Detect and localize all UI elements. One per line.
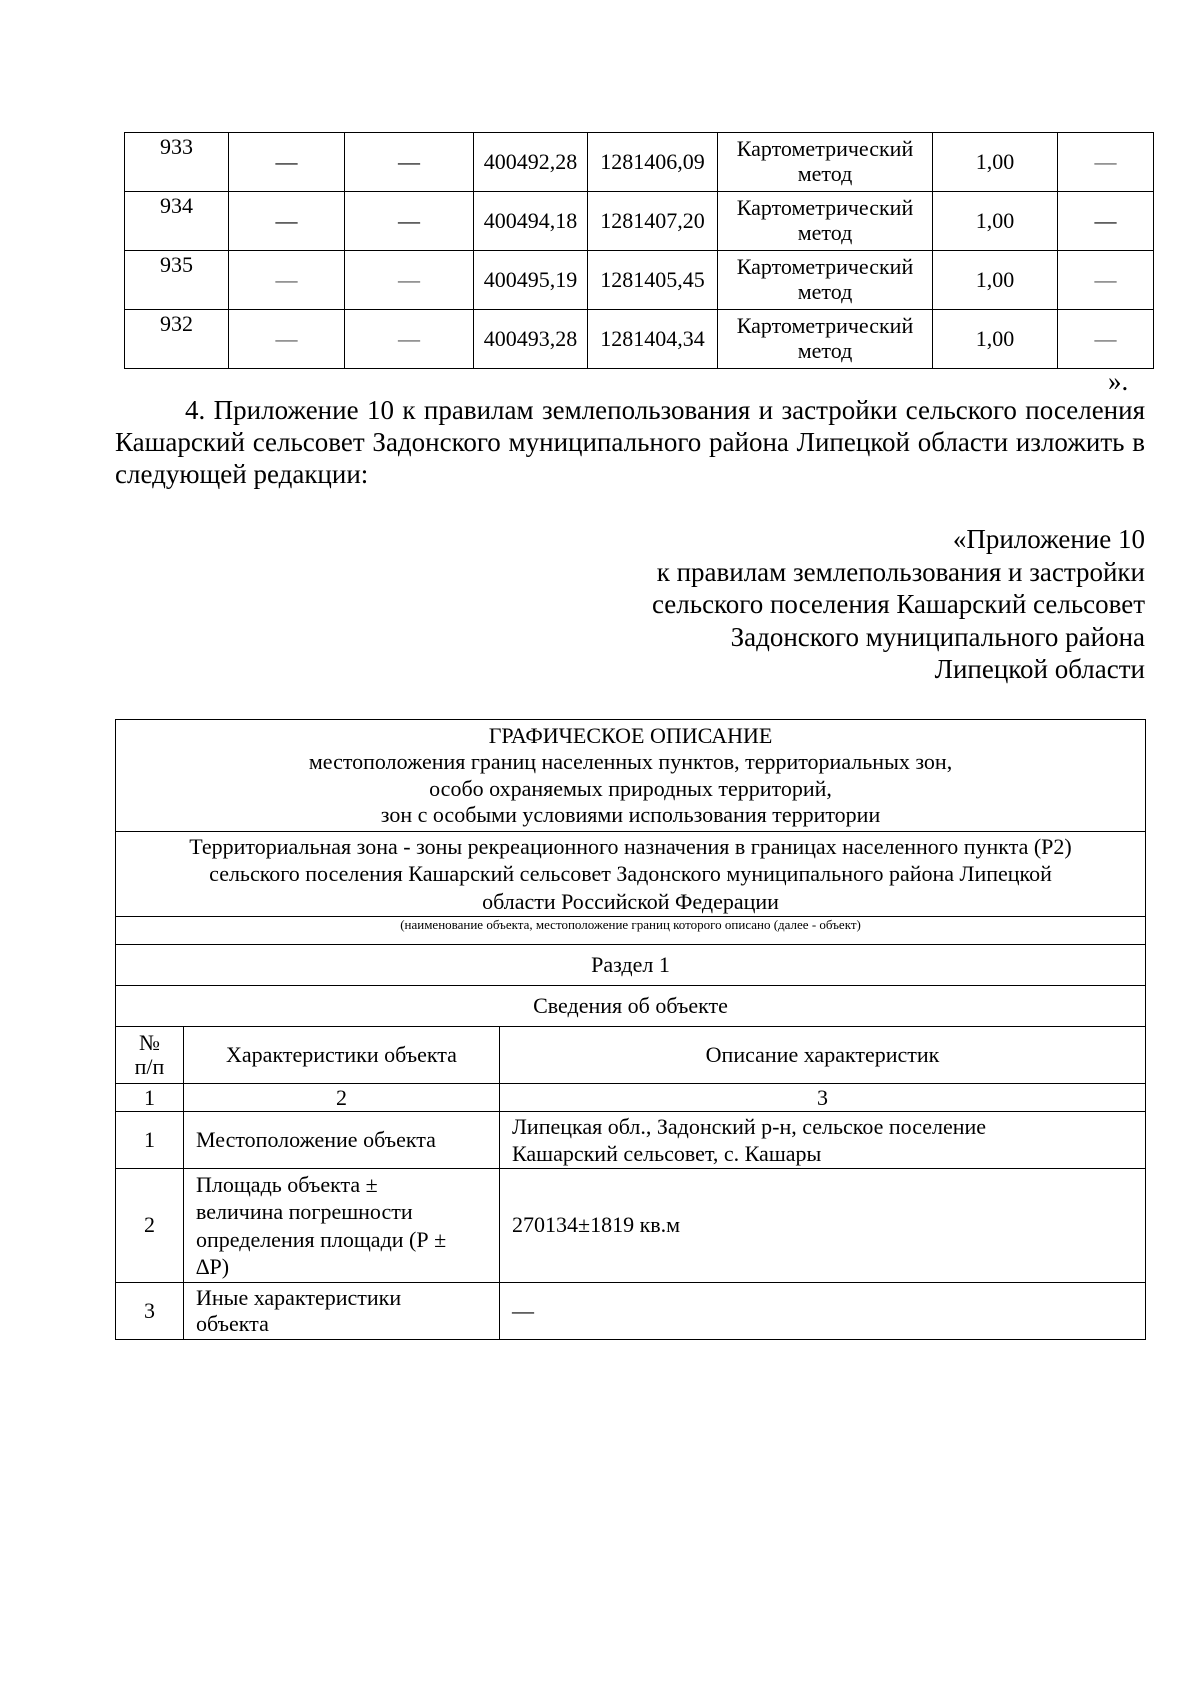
table-row: [125, 192, 1154, 251]
coord-y: 1281405,45: [588, 251, 718, 310]
empty-dash: —: [345, 310, 474, 369]
empty-dash: —: [345, 133, 474, 192]
annex-line: Липецкой области: [934, 654, 1145, 684]
empty-dash: —: [229, 310, 345, 369]
section-row: [116, 945, 1146, 986]
section-title: Сведения об объекте: [116, 986, 1146, 1027]
method: Картометрический метод: [718, 251, 933, 310]
col-number: 3: [500, 1084, 1146, 1112]
table-subtitle: зон с особыми условиями использования территории: [380, 801, 881, 827]
annex-line: Задонского муниципального района: [730, 621, 1145, 652]
col-number: 1: [116, 1084, 184, 1112]
row-name: объекта: [196, 1311, 269, 1336]
row-name: величина погрешности: [196, 1199, 413, 1224]
table-subtitle: местоположения границ населенных пунктов, территориальных зон,: [308, 749, 953, 775]
table-row: [125, 251, 1154, 310]
amendment-paragraph: 4. Приложение 10 к правилам землепользования и застройки сельского поселения Кашарский сельсовет Задонского муниципального района Липецкой области изложить в следующей редакции:: [115, 395, 1145, 489]
header-characteristics: Характеристики объекта: [184, 1027, 500, 1084]
annex-line: «Приложение 10: [952, 524, 1145, 554]
precision: 1,00: [933, 192, 1058, 251]
zone-row: [116, 832, 1146, 917]
table-row: [116, 1169, 1146, 1283]
coordinates-table: [124, 132, 1154, 369]
object-note-row: [116, 917, 1146, 945]
table-row: [116, 1283, 1146, 1340]
coord-x: 400493,28: [474, 310, 588, 369]
point-number: 932: [125, 310, 229, 369]
row-value: 270134±1819 кв.м: [500, 1169, 1146, 1283]
coord-x: 400492,28: [474, 133, 588, 192]
row-number: 2: [116, 1169, 184, 1283]
method: Картометрический метод: [718, 310, 933, 369]
row-name: Иные характеристики: [196, 1284, 402, 1310]
empty-dash: —: [229, 251, 345, 310]
header-row: [116, 1027, 1146, 1084]
closing-quote: ».: [1108, 366, 1129, 396]
row-value: Липецкая обл., Задонский р-н, сельское поселение: [512, 1113, 987, 1139]
table-subtitle: особо охраняемых природных территорий,: [429, 775, 832, 801]
empty-dash: —: [345, 192, 474, 251]
coord-y: 1281406,09: [588, 133, 718, 192]
note-dash: —: [1058, 133, 1154, 192]
point-number: 934: [125, 192, 229, 251]
method: Картометрический метод: [718, 192, 933, 251]
table-title: ГРАФИЧЕСКОЕ ОПИСАНИЕ: [488, 722, 773, 748]
empty-dash: —: [229, 192, 345, 251]
header-description: Описание характеристик: [500, 1027, 1146, 1084]
coord-x: 400494,18: [474, 192, 588, 251]
table-row: [116, 1112, 1146, 1169]
title-row: [116, 720, 1146, 832]
row-name: Местоположение объекта: [184, 1112, 500, 1169]
table-row: [125, 310, 1154, 369]
method: Картометрический метод: [718, 133, 933, 192]
note-dash: —: [1058, 192, 1154, 251]
zone-name: Территориальная зона - зоны рекреационного назначения в границах населенного пункта (Р2): [189, 833, 1072, 859]
object-note: (наименование объекта, местоположение границ которого описано (далее - объект): [116, 917, 1146, 945]
table-row: [125, 133, 1154, 192]
zone-name: сельского поселения Кашарский сельсовет Задонского муниципального района Липецкой: [209, 861, 1052, 887]
graphic-description-table: [115, 719, 1146, 1340]
col-number: 2: [184, 1084, 500, 1112]
row-number: 3: [116, 1283, 184, 1340]
point-number: 933: [125, 133, 229, 192]
empty-dash: —: [345, 251, 474, 310]
point-number: 935: [125, 251, 229, 310]
zone-name: области Российской Федерации: [482, 888, 779, 914]
header-num: №: [139, 1029, 160, 1055]
row-value: —: [500, 1283, 1146, 1340]
section-label: Раздел 1: [116, 945, 1146, 986]
annex-line: сельского поселения Кашарский сельсовет: [651, 589, 1145, 619]
annex-line: к правилам землепользования и застройки: [656, 556, 1145, 587]
row-name: Площадь объекта ±: [196, 1171, 378, 1197]
coord-y: 1281407,20: [588, 192, 718, 251]
header-num: п/п: [134, 1054, 165, 1079]
note-dash: —: [1058, 251, 1154, 310]
section-title-row: [116, 986, 1146, 1027]
row-value: Кашарский сельсовет, с. Кашары: [512, 1141, 822, 1166]
annex-header: [445, 523, 1145, 686]
precision: 1,00: [933, 310, 1058, 369]
coord-x: 400495,19: [474, 251, 588, 310]
empty-dash: —: [229, 133, 345, 192]
precision: 1,00: [933, 251, 1058, 310]
row-number: 1: [116, 1112, 184, 1169]
column-number-row: [116, 1084, 1146, 1112]
precision: 1,00: [933, 133, 1058, 192]
row-name: ∆Р): [196, 1254, 230, 1279]
note-dash: —: [1058, 310, 1154, 369]
row-name: определения площади (Р ±: [196, 1226, 447, 1252]
coord-y: 1281404,34: [588, 310, 718, 369]
